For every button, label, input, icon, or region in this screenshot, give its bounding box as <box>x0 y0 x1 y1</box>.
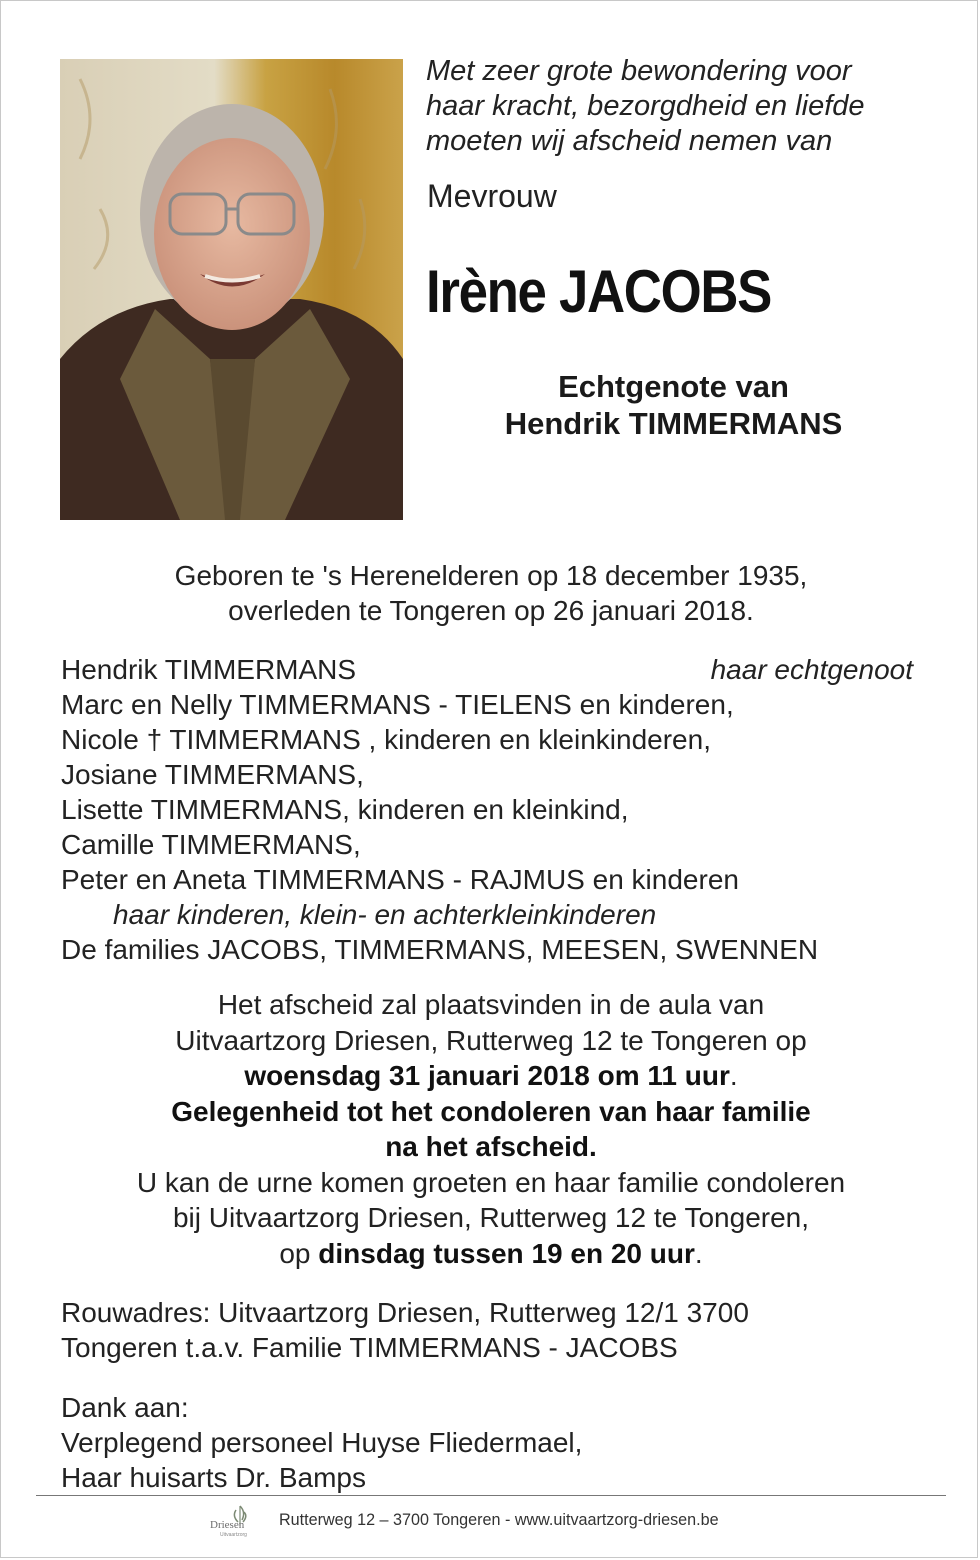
family-row: Nicole † TIMMERMANS , kinderen en kleinkinderen, <box>61 724 711 755</box>
family-row: Lisette TIMMERMANS, kinderen en kleinkind, <box>61 794 629 825</box>
intro-line: Met zeer grote bewondering voor <box>426 55 852 87</box>
death-line: overleden te Tongeren op 26 januari 2018. <box>228 595 754 626</box>
ceremony-line: Het afscheid zal plaatsvinden in de aula van <box>217 989 765 1020</box>
condolence-bold: Gelegenheid tot het condoleren van haar familie <box>171 1095 811 1127</box>
address-line: Tongeren t.a.v. Familie TIMMERMANS - JACOBS <box>61 1332 678 1363</box>
family-row: Camille TIMMERMANS, <box>61 829 361 860</box>
visit-prefix: op <box>279 1237 319 1269</box>
birth-line: Geboren te 's Herenelderen op 18 december 1935, <box>174 560 808 591</box>
footer-divider <box>36 1495 946 1496</box>
family-row: Peter en Aneta TIMMERMANS - RAJMUS en kinderen <box>61 864 739 895</box>
title-prefix: Mevrouw <box>427 178 557 214</box>
portrait-illustration <box>60 59 403 520</box>
families-row: De families JACOBS, TIMMERMANS, MEESEN, SWENNEN <box>61 934 819 965</box>
ceremony-date-bold: woensdag 31 januari 2018 om 11 uur <box>244 1060 730 1091</box>
driesen-logo-icon <box>206 1502 264 1540</box>
deceased-name: Irène JACOBS <box>426 258 772 325</box>
condolence-line <box>61 1094 921 1130</box>
logo-text: Driesen <box>210 1519 245 1531</box>
ceremony-line: U kan de urne komen groeten en haar familie condoleren <box>136 1166 846 1198</box>
ceremony-line: Uitvaartzorg Driesen, Rutterweg 12 te Tongeren op <box>175 1024 807 1056</box>
mourning-address <box>61 1295 921 1365</box>
family-row <box>61 652 921 687</box>
ceremony-line: bij Uitvaartzorg Driesen, Rutterweg 12 te Tongeren, <box>172 1202 810 1233</box>
visit-line <box>61 1236 921 1272</box>
thanks-block <box>61 1390 921 1495</box>
footer-contact: Rutterweg 12 – 3700 Tongeren - www.uitvaartzorg-driesen.be <box>279 1510 719 1529</box>
condolence-bold: na het afscheid. <box>385 1131 597 1162</box>
intro-line: haar kracht, bezorgdheid en liefde <box>426 90 865 122</box>
intro-line: moeten wij afscheid nemen van <box>426 125 833 157</box>
logo-subtext: Uitvaartzorg <box>220 1532 247 1538</box>
spouse-block <box>421 368 926 442</box>
intro-text <box>426 54 946 159</box>
spouse-label: Echtgenote van <box>558 369 789 404</box>
condolence-line <box>61 1129 921 1165</box>
birth-death-text <box>61 558 921 628</box>
portrait-photo <box>60 59 403 520</box>
husband-role: haar echtgenoot <box>710 654 913 685</box>
children-role: haar kinderen, klein- en achterkleinkinderen <box>113 899 657 930</box>
ceremony-date-suffix: . <box>729 1060 738 1091</box>
thanks-line: Haar huisarts Dr. Bamps <box>61 1462 366 1493</box>
thanks-line: Verplegend personeel Huyse Fliedermael, <box>61 1427 583 1458</box>
address-line: Rouwadres: Uitvaartzorg Driesen, Rutterweg 12/1 3700 <box>61 1297 749 1328</box>
ceremony-info <box>61 987 921 1271</box>
family-row: Josiane TIMMERMANS, <box>61 759 364 790</box>
husband-name: Hendrik TIMMERMANS <box>61 654 357 685</box>
ceremony-date <box>61 1058 921 1094</box>
visit-suffix: . <box>694 1237 703 1269</box>
spouse-name: Hendrik TIMMERMANS <box>504 406 843 441</box>
thanks-heading: Dank aan: <box>61 1392 189 1423</box>
family-row: Marc en Nelly TIMMERMANS - TIELENS en kinderen, <box>61 689 734 720</box>
visit-bold: dinsdag tussen 19 en 20 uur <box>318 1237 695 1269</box>
family-list <box>61 652 921 967</box>
